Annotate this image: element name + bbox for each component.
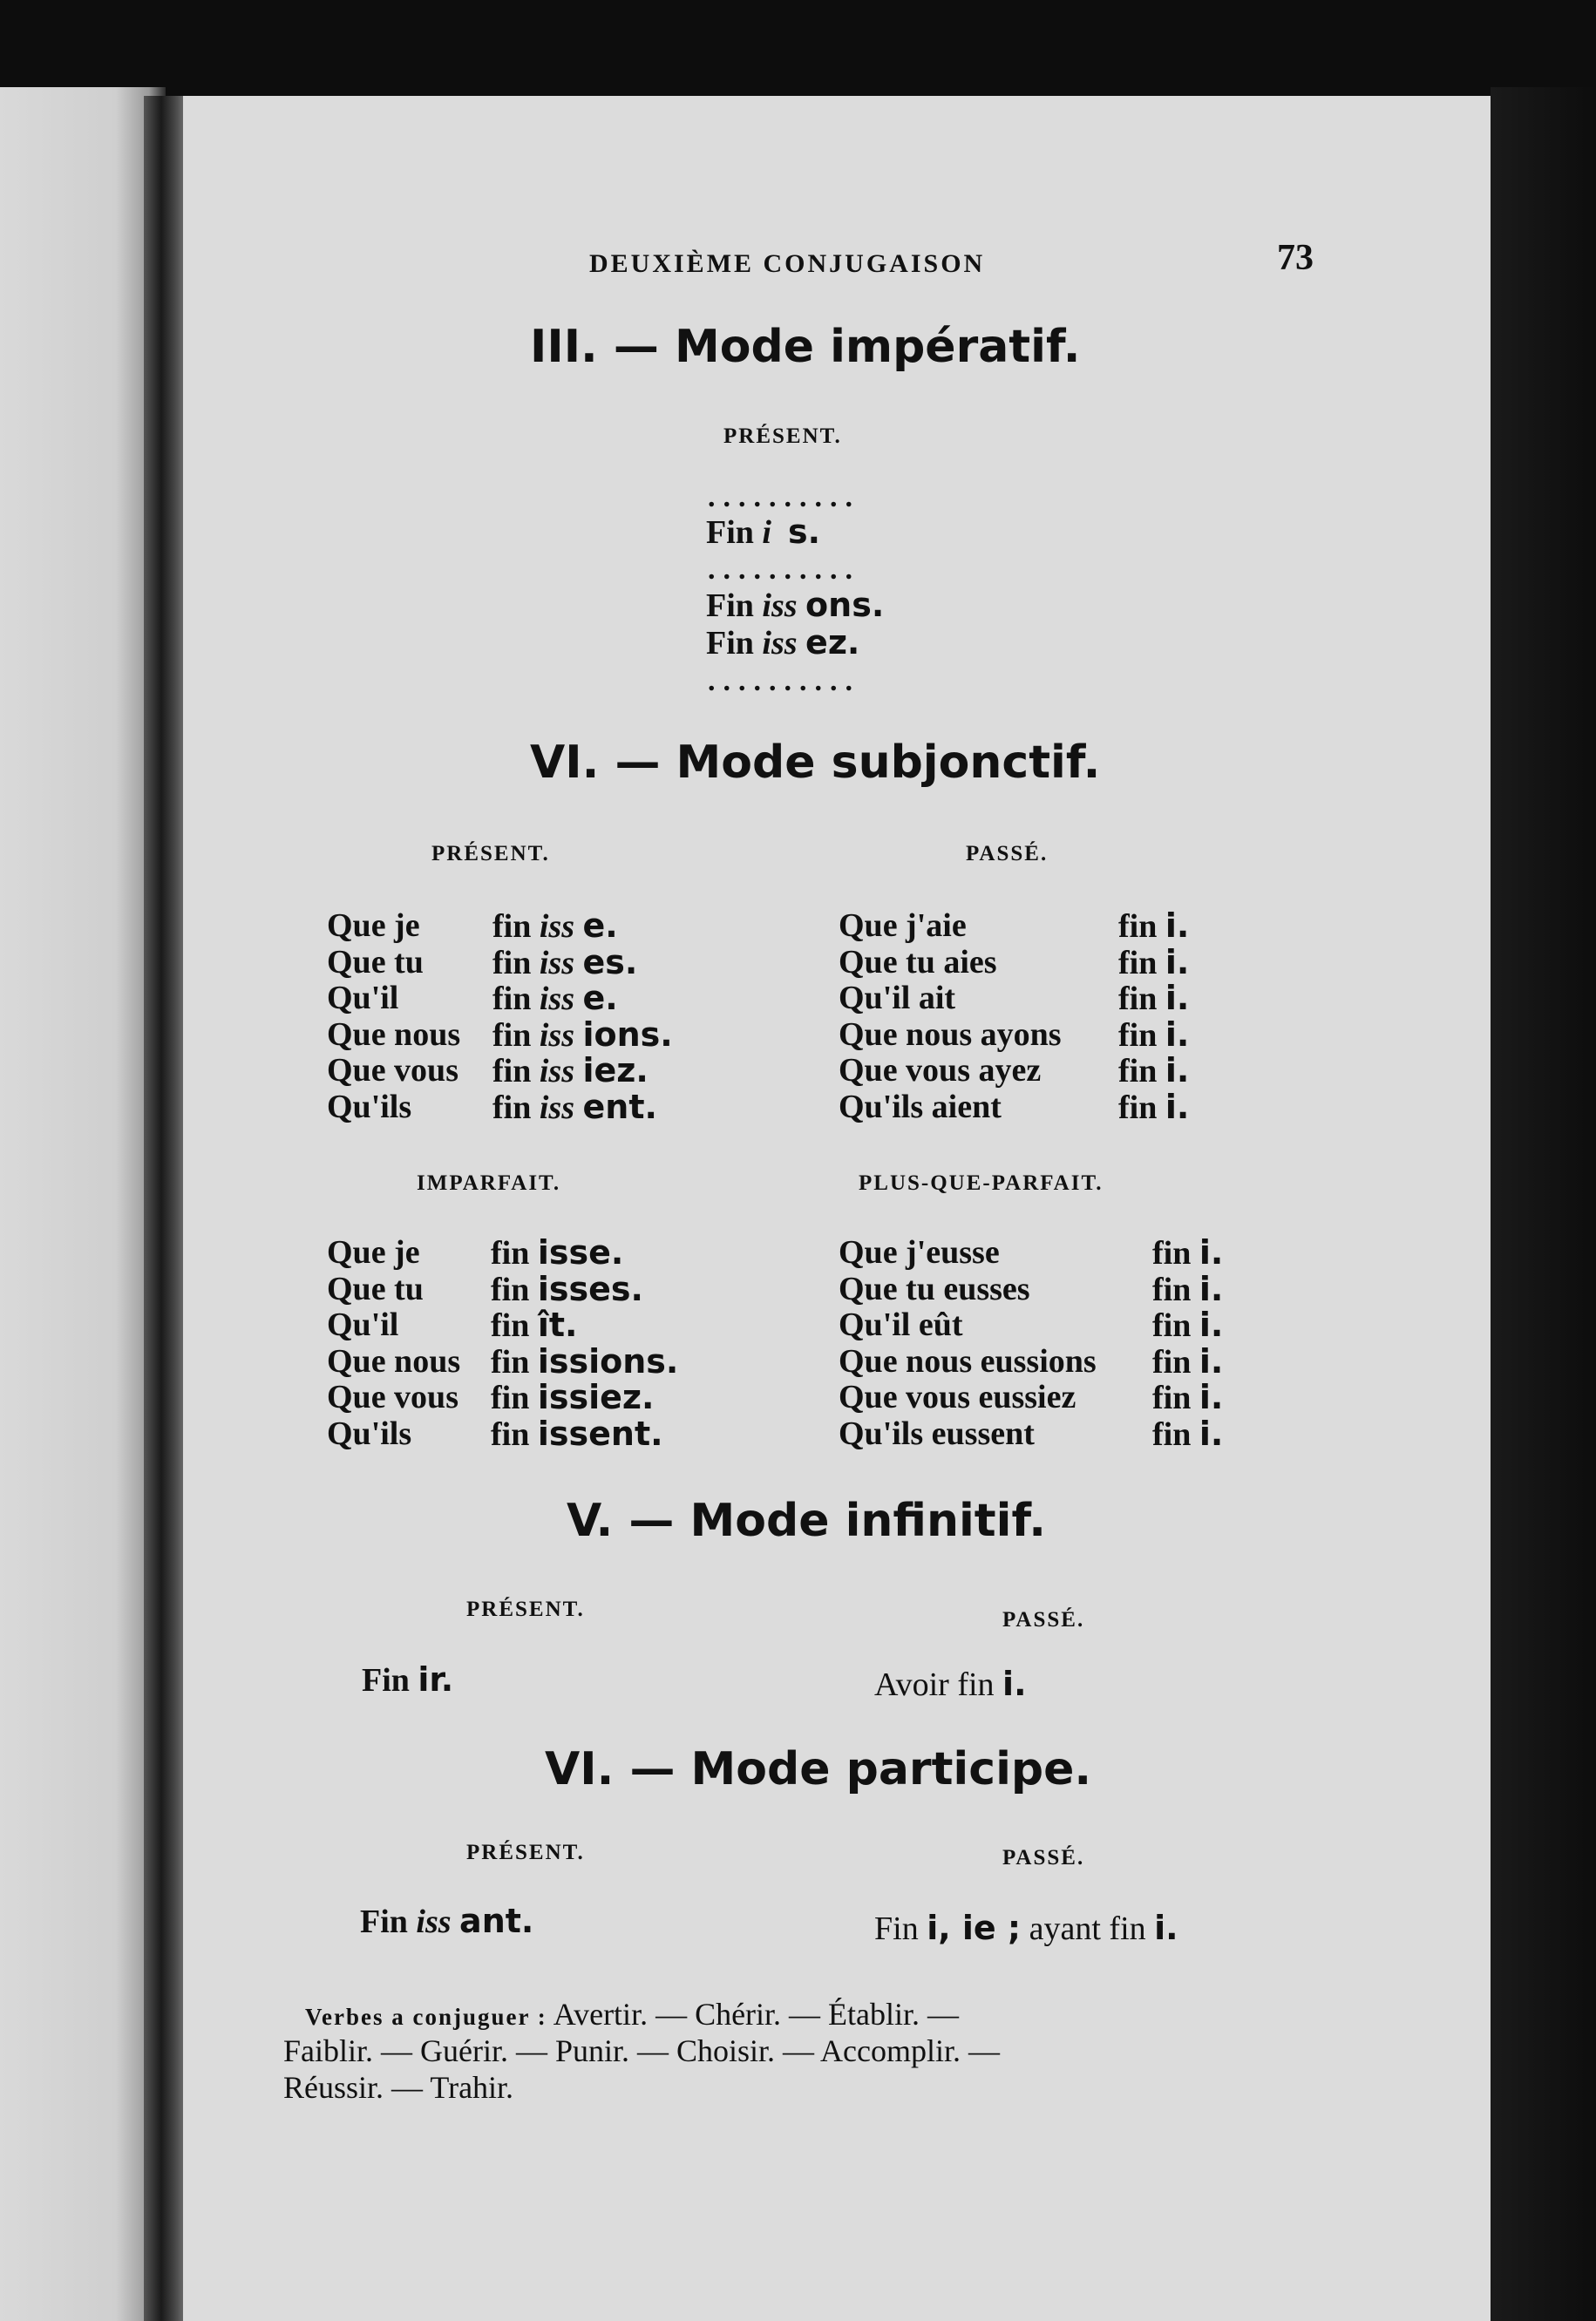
conjugation-pronoun: Qu'ils bbox=[327, 1088, 412, 1125]
conjugation-infix: iss bbox=[539, 908, 574, 945]
conjugation-ending: ions. bbox=[582, 1015, 673, 1054]
conjugation-ending: iez. bbox=[582, 1051, 649, 1089]
conjugation-ending: issiez. bbox=[537, 1378, 655, 1416]
left-page-edge bbox=[0, 87, 166, 2321]
verbes-line-3: Réussir. — Trahir. bbox=[283, 2070, 514, 2105]
conjugation-stem: fin bbox=[492, 944, 532, 981]
conjugation-pronoun: Que je bbox=[327, 907, 420, 944]
conjugation-stem: fin bbox=[1118, 1016, 1158, 1054]
imperatif-row-1: Fin i s. bbox=[706, 512, 821, 551]
conjugation-ending: isses. bbox=[537, 1269, 643, 1308]
conjugation-stem: fin bbox=[1152, 1307, 1192, 1344]
conjugation-ending: e. bbox=[582, 906, 618, 945]
conjugation-ending: i. bbox=[1199, 1414, 1224, 1453]
verbes-line-1: Verbes a conjuguer : Avertir. — Chérir. — Établir. — bbox=[305, 1997, 960, 2032]
conjugation-form bbox=[492, 1051, 649, 1090]
conjugation-form bbox=[1118, 1088, 1189, 1127]
running-title: DEUXIÈME CONJUGAISON bbox=[589, 249, 986, 278]
conjugation-form bbox=[1118, 943, 1189, 982]
conjugation-form bbox=[1118, 1051, 1189, 1090]
conjugation-stem: fin bbox=[491, 1307, 530, 1344]
tense-subjonctif-passe: PASSÉ. bbox=[966, 842, 1049, 865]
imperatif-row-2: Fin iss ons. bbox=[706, 586, 885, 624]
conjugation-stem: fin bbox=[1152, 1380, 1192, 1416]
conjugation-ending: i. bbox=[1165, 1051, 1190, 1089]
conjugation-stem: fin bbox=[1152, 1271, 1192, 1308]
conjugation-form bbox=[1152, 1415, 1223, 1454]
conjugation-form bbox=[492, 1015, 673, 1055]
tense-subjonctif-plus-que-parfait: PLUS-QUE-PARFAIT. bbox=[859, 1171, 1104, 1195]
conjugation-stem: fin bbox=[492, 981, 532, 1017]
conjugation-stem: fin bbox=[492, 1016, 532, 1054]
conjugation-form bbox=[1152, 1233, 1223, 1272]
heading-subjonctif: VI. — Mode subjonctif. bbox=[530, 736, 1101, 789]
conjugation-pronoun: Qu'il bbox=[327, 980, 399, 1016]
conjugation-ending: isse. bbox=[537, 1233, 624, 1272]
conjugation-ending: ît. bbox=[537, 1306, 578, 1344]
conjugation-stem: fin bbox=[1152, 1343, 1192, 1381]
conjugation-stem: fin bbox=[1118, 1053, 1158, 1089]
heading-imperatif: III. — Mode impératif. bbox=[530, 321, 1081, 373]
conjugation-form bbox=[1152, 1306, 1223, 1345]
dots-line: .......... bbox=[708, 665, 860, 697]
conjugation-stem: fin bbox=[491, 1380, 530, 1416]
conjugation-stem: fin bbox=[492, 908, 532, 945]
conjugation-ending: i. bbox=[1165, 979, 1190, 1017]
infinitif-present-form: Fin ir. bbox=[362, 1660, 454, 1699]
conjugation-ending: i. bbox=[1165, 906, 1190, 945]
conjugation-form bbox=[491, 1270, 643, 1309]
conjugation-auxiliary: Qu'ils eussent bbox=[839, 1415, 1035, 1452]
conjugation-infix: iss bbox=[539, 944, 574, 981]
conjugation-form bbox=[1152, 1378, 1223, 1417]
conjugation-form bbox=[1152, 1270, 1223, 1309]
conjugation-ending: i. bbox=[1199, 1269, 1224, 1308]
conjugation-form bbox=[491, 1342, 678, 1381]
conjugation-ending: i. bbox=[1165, 942, 1190, 981]
conjugation-infix: iss bbox=[539, 981, 574, 1017]
tense-infinitif-present: PRÉSENT. bbox=[466, 1598, 585, 1621]
conjugation-ending: issent. bbox=[537, 1414, 663, 1453]
conjugation-stem: fin bbox=[1152, 1235, 1192, 1272]
conjugation-stem: fin bbox=[491, 1343, 530, 1381]
conjugation-auxiliary: Qu'ils aient bbox=[839, 1088, 1002, 1125]
conjugation-form bbox=[492, 979, 618, 1018]
conjugation-stem: fin bbox=[1118, 944, 1158, 981]
conjugation-ending: i. bbox=[1165, 1015, 1190, 1054]
conjugation-stem: fin bbox=[491, 1235, 530, 1272]
conjugation-form bbox=[492, 906, 618, 946]
conjugation-stem: fin bbox=[492, 1053, 532, 1089]
conjugation-auxiliary: Que vous ayez bbox=[839, 1052, 1042, 1089]
conjugation-stem: fin bbox=[1118, 1089, 1158, 1126]
conjugation-ending: i. bbox=[1199, 1233, 1224, 1272]
conjugation-pronoun: Que vous bbox=[327, 1379, 458, 1415]
conjugation-auxiliary: Que j'eusse bbox=[839, 1234, 1000, 1271]
heading-participe: VI. — Mode participe. bbox=[545, 1743, 1092, 1795]
conjugation-auxiliary: Que tu eusses bbox=[839, 1270, 1030, 1307]
conjugation-auxiliary: Que nous eussions bbox=[839, 1342, 1097, 1380]
conjugation-pronoun: Que tu bbox=[327, 1270, 424, 1307]
conjugation-auxiliary: Qu'il eût bbox=[839, 1306, 963, 1343]
conjugation-pronoun: Qu'il bbox=[327, 1306, 399, 1343]
conjugation-auxiliary: Que tu aies bbox=[839, 943, 997, 981]
conjugation-stem: fin bbox=[1118, 908, 1158, 945]
conjugation-ending: e. bbox=[582, 979, 618, 1017]
conjugation-pronoun: Que tu bbox=[327, 943, 424, 981]
conjugation-form bbox=[491, 1233, 623, 1272]
conjugation-infix: iss bbox=[539, 1016, 574, 1054]
conjugation-stem: fin bbox=[1118, 981, 1158, 1017]
conjugation-pronoun: Que nous bbox=[327, 1342, 461, 1380]
conjugation-infix: iss bbox=[539, 1053, 574, 1089]
dots-line: .......... bbox=[708, 481, 860, 513]
conjugation-form bbox=[491, 1415, 663, 1454]
conjugation-infix: iss bbox=[539, 1089, 574, 1126]
conjugation-form bbox=[1118, 979, 1189, 1018]
tense-subjonctif-imparfait: IMPARFAIT. bbox=[417, 1171, 561, 1195]
heading-infinitif: V. — Mode infinitif. bbox=[567, 1495, 1047, 1547]
conjugation-stem: fin bbox=[1152, 1415, 1192, 1453]
conjugation-auxiliary: Qu'il ait bbox=[839, 980, 956, 1016]
conjugation-pronoun: Que vous bbox=[327, 1052, 458, 1089]
conjugation-pronoun: Que je bbox=[327, 1234, 420, 1271]
conjugation-ending: issions. bbox=[537, 1341, 679, 1381]
conjugation-ending: ent. bbox=[582, 1087, 657, 1126]
conjugation-pronoun: Qu'ils bbox=[327, 1415, 412, 1452]
conjugation-pronoun: Que nous bbox=[327, 1015, 461, 1053]
conjugation-form bbox=[491, 1378, 654, 1417]
conjugation-stem: fin bbox=[491, 1415, 530, 1453]
conjugation-auxiliary: Que vous eussiez bbox=[839, 1379, 1076, 1415]
page-number: 73 bbox=[1277, 238, 1314, 278]
tense-participe-passe: PASSÉ. bbox=[1002, 1846, 1085, 1870]
conjugation-ending: i. bbox=[1199, 1378, 1224, 1416]
imperatif-row-3: Fin iss ez. bbox=[706, 623, 860, 662]
participe-passe-form: Fin i, ie ; ayant fin i. bbox=[874, 1909, 1178, 1947]
conjugation-auxiliary: Que nous ayons bbox=[839, 1015, 1062, 1053]
conjugation-form bbox=[491, 1306, 578, 1345]
conjugation-auxiliary: Que j'aie bbox=[839, 907, 967, 944]
conjugation-form bbox=[1118, 906, 1189, 946]
verbes-line-2: Faiblir. — Guérir. — Punir. — Choisir. — Accomplir. — bbox=[283, 2033, 1001, 2068]
conjugation-ending: i. bbox=[1165, 1087, 1190, 1126]
infinitif-passe-form: Avoir fin i. bbox=[874, 1665, 1027, 1703]
tense-participe-present: PRÉSENT. bbox=[466, 1841, 585, 1864]
tense-infinitif-passe: PASSÉ. bbox=[1002, 1608, 1085, 1632]
conjugation-stem: fin bbox=[491, 1271, 530, 1308]
conjugation-form bbox=[1152, 1342, 1223, 1381]
conjugation-form bbox=[492, 943, 637, 982]
tense-subjonctif-present: PRÉSENT. bbox=[431, 842, 550, 865]
conjugation-ending: i. bbox=[1199, 1306, 1224, 1344]
conjugation-ending: i. bbox=[1199, 1341, 1224, 1381]
tense-imperatif-present: PRÉSENT. bbox=[723, 424, 842, 448]
book-spine bbox=[144, 96, 187, 2321]
participe-present-form: Fin iss ant. bbox=[360, 1902, 534, 1940]
dots-line: .......... bbox=[708, 553, 860, 586]
conjugation-ending: es. bbox=[582, 942, 638, 981]
conjugation-form bbox=[1118, 1015, 1189, 1055]
conjugation-stem: fin bbox=[492, 1089, 532, 1126]
conjugation-form bbox=[492, 1088, 657, 1127]
right-background bbox=[1491, 87, 1596, 2321]
